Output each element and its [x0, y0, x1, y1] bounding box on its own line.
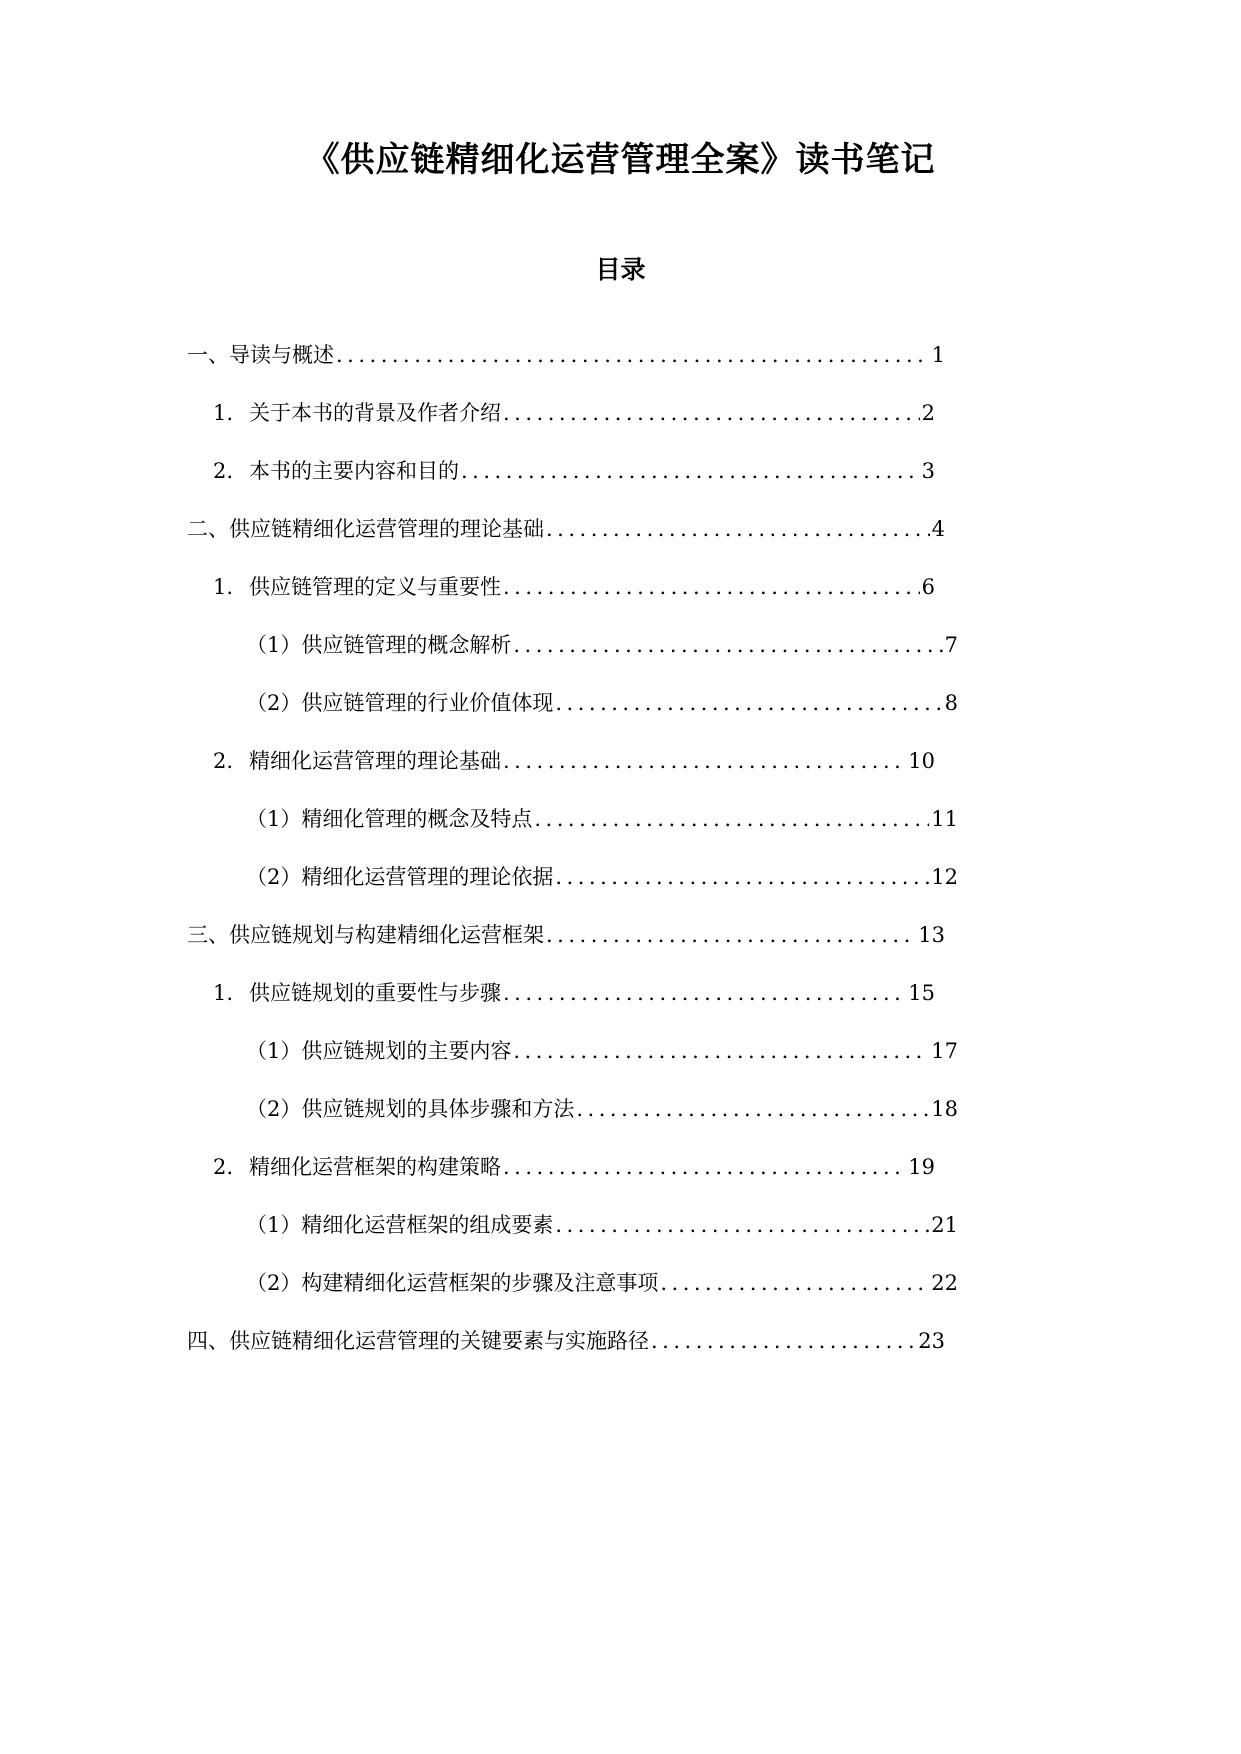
toc-entry[interactable] [246, 862, 958, 892]
toc-entry-page: 21 [931, 1213, 958, 1237]
toc-entry-label: （2）供应链规划的具体步骤和方法 [246, 1097, 575, 1121]
toc-entry-page: 23 [918, 1329, 945, 1353]
toc-entry-label: （2）供应链管理的行业价值体现 [246, 691, 554, 715]
toc-entry-label: 二、供应链精细化运营管理的理论基础 [187, 517, 544, 541]
toc-entry[interactable] [213, 1152, 935, 1182]
toc-entry[interactable] [246, 804, 958, 834]
toc-entry-page: 22 [931, 1271, 958, 1295]
toc-entry-page: 10 [908, 749, 935, 773]
toc-entry[interactable] [187, 514, 945, 544]
toc-entry-label: 一、导读与概述 [187, 343, 334, 367]
toc-entry-number: 2. [213, 749, 234, 773]
toc-entry-label: （1）精细化运营框架的组成要素 [246, 1213, 554, 1237]
toc-entry-number: 1. [213, 981, 234, 1005]
toc-dot-leader [503, 398, 920, 428]
toc-entry-page: 4 [931, 517, 945, 541]
toc-entry-page: 1 [931, 343, 945, 367]
toc-entry[interactable] [187, 1326, 945, 1356]
toc-entry-label: （1）精细化管理的概念及特点 [246, 807, 533, 831]
toc-dot-leader [546, 920, 916, 950]
toc-dot-leader [576, 1094, 929, 1124]
toc-entry[interactable] [246, 1094, 958, 1124]
toc-entry-label: 关于本书的背景及作者介绍 [249, 401, 501, 425]
toc-entry-page: 2 [921, 401, 935, 425]
toc-dot-leader [660, 1268, 929, 1298]
toc-dot-leader [503, 1152, 906, 1182]
toc-entry[interactable] [213, 456, 935, 486]
toc-entry-label: （1）供应链管理的概念解析 [246, 633, 512, 657]
toc-entry[interactable] [213, 398, 935, 428]
toc-entry-number: 2. [213, 459, 234, 483]
toc-dot-leader [534, 804, 929, 834]
toc-entry-label: （2）构建精细化运营框架的步骤及注意事项 [246, 1271, 659, 1295]
toc-entry-label: 供应链规划的重要性与步骤 [249, 981, 501, 1005]
toc-dot-leader [461, 456, 920, 486]
toc-entry-label: 四、供应链精细化运营管理的关键要素与实施路径 [187, 1329, 649, 1353]
toc-entry-page: 19 [908, 1155, 935, 1179]
toc-entry-page: 7 [944, 633, 958, 657]
toc-entry-label: 三、供应链规划与构建精细化运营框架 [187, 923, 544, 947]
toc-dot-leader [546, 514, 930, 544]
toc-entry[interactable] [187, 920, 945, 950]
toc-entry-page: 8 [944, 691, 958, 715]
document-title: 《供应链精细化运营管理全案》读书笔记 [305, 140, 936, 180]
toc-entry-label: （2）精细化运营管理的理论依据 [246, 865, 554, 889]
toc-entry[interactable] [213, 978, 935, 1008]
toc-heading: 目录 [595, 255, 646, 284]
toc-dot-leader [555, 688, 942, 718]
toc-dot-leader [503, 572, 920, 602]
toc-entry-page: 11 [931, 807, 958, 831]
toc-entry-label: 供应链管理的定义与重要性 [249, 575, 501, 599]
toc-entry-page: 6 [921, 575, 935, 599]
toc-entry-label: 精细化运营管理的理论基础 [249, 749, 501, 773]
toc-entry-number: 1. [213, 401, 234, 425]
toc-entry-page: 17 [931, 1039, 958, 1063]
toc-dot-leader [336, 340, 930, 370]
toc-entry-page: 15 [908, 981, 935, 1005]
toc-entry[interactable] [246, 1036, 958, 1066]
toc-dot-leader [513, 1036, 929, 1066]
toc-entry[interactable] [246, 1210, 958, 1240]
toc-entry-label: 本书的主要内容和目的 [249, 459, 459, 483]
toc-entry[interactable] [246, 630, 958, 660]
toc-entry[interactable] [246, 1268, 958, 1298]
toc-entry[interactable] [213, 746, 935, 776]
toc-dot-leader [555, 862, 929, 892]
toc-dot-leader [651, 1326, 916, 1356]
toc-dot-leader [513, 630, 942, 660]
toc-entry-number: 1. [213, 575, 234, 599]
toc-entry-number: 2. [213, 1155, 234, 1179]
toc-entry-page: 3 [921, 459, 935, 483]
toc-dot-leader [555, 1210, 929, 1240]
toc-dot-leader [503, 746, 906, 776]
toc-entry-page: 12 [931, 865, 958, 889]
toc-entry-page: 18 [931, 1097, 958, 1121]
toc-entry-label: 精细化运营框架的构建策略 [249, 1155, 501, 1179]
toc-dot-leader [503, 978, 906, 1008]
toc-entry-page: 13 [918, 923, 945, 947]
toc-entry[interactable] [213, 572, 935, 602]
toc-entry[interactable] [246, 688, 958, 718]
toc-entry-label: （1）供应链规划的主要内容 [246, 1039, 512, 1063]
toc-entry[interactable] [187, 340, 945, 370]
